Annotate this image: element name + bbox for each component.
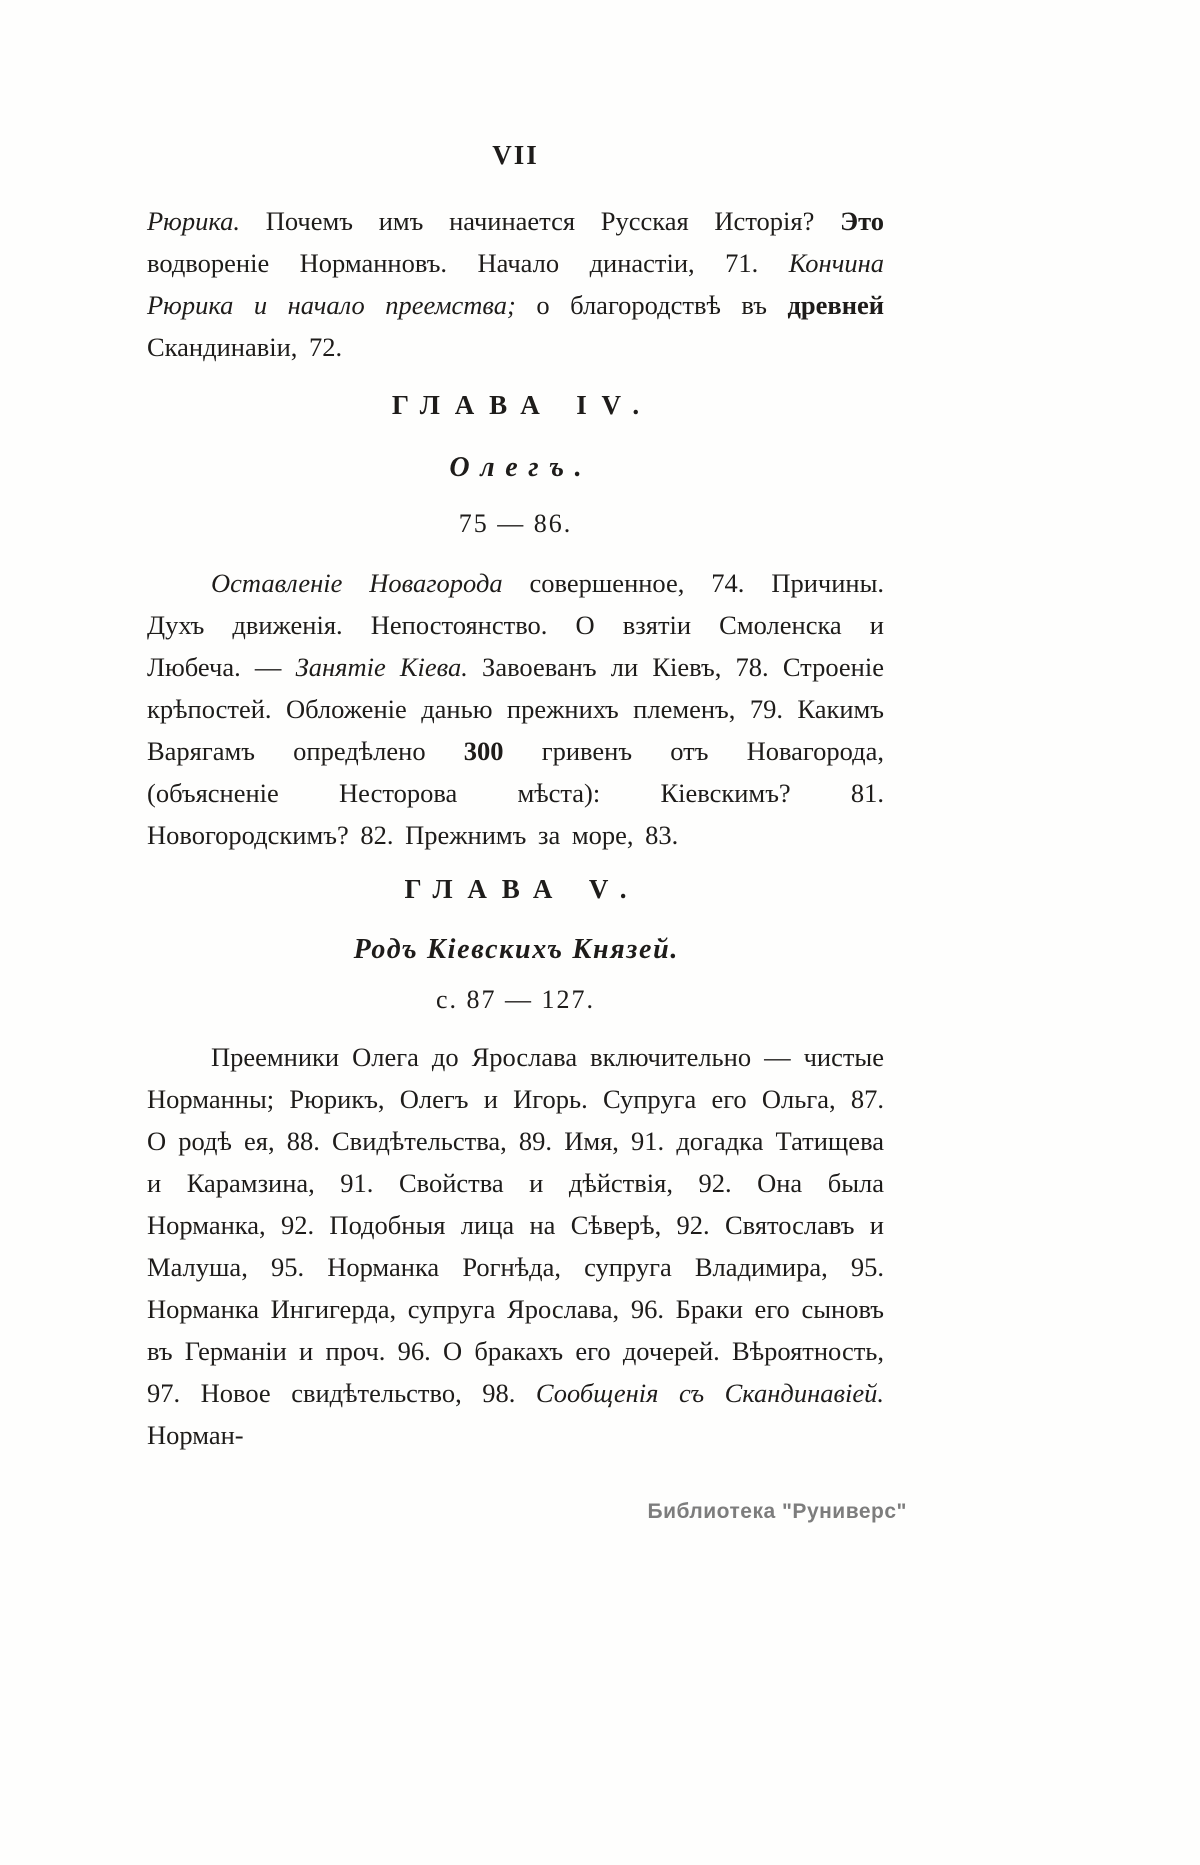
text-column (147, 138, 884, 1456)
intro-paragraph: Рюрика. Почемъ имъ начинается Русская Исторія? Это водвореніе Норманновъ. Начало династіи, 71. Кончина Рюрика и начало преемства; о благородствѣ въ древней Скандинавіи, 72. (147, 206, 884, 362)
chapter4-heading: ГЛАВА IV. (391, 390, 655, 420)
chapter5-title: Родъ Кіевскихъ Князей. (353, 934, 680, 965)
chapter5-page-range: с. 87 — 127. (435, 985, 596, 1014)
chapter4-title: Олегъ. (449, 452, 593, 483)
chapter5-body-paragraph: Преемники Олега до Ярослава включительно — чистые Норманны; Рюрикъ, Олегъ и Игорь. Супруга его Ольга, 87. О родѣ ея, 88. Свидѣтельства, 89. Имя, 91. догадка Татищева и Карамзина, 91. Свойства и дѣйствія, 92. Она была Норманка, 92. Подобныя лица на Сѣверѣ, 92. Святославъ и Малуша, 95. Норманка Рогнѣда, супруга Владимира, 95. Норманка Ингигерда, супруга Ярослава, 96. Браки его сыновъ въ Германіи и проч. 96. О бракахъ его дочерей. Вѣроятность, 97. Новое свидѣтельство, 98. Сообщенія съ Скандинавіей. Норман- (147, 1042, 884, 1450)
library-watermark: Библиотека "Руниверс" (647, 1500, 907, 1523)
page-number: VII (492, 140, 539, 170)
chapter4-body-paragraph: Оставленіе Новагорода совершенное, 74. Причины. Духъ движенія. Непостоянство. О взятіи Смоленска и Любеча. — Занятіе Кіева. Завоеванъ ли Кіевъ, 78. Строеніе крѣпостей. Обложеніе данью прежнихъ племенъ, 79. Какимъ Варягамъ опредѣлено 300 гривенъ отъ Новагорода, (объясненіе Несторова мѣста): Кіевскимъ? 81. Новогородскимъ? 82. Прежнимъ за море, 83. (147, 568, 885, 850)
chapter5-heading: ГЛАВА V. (404, 874, 642, 904)
chapter4-page-range: 75 — 86. (458, 509, 573, 538)
